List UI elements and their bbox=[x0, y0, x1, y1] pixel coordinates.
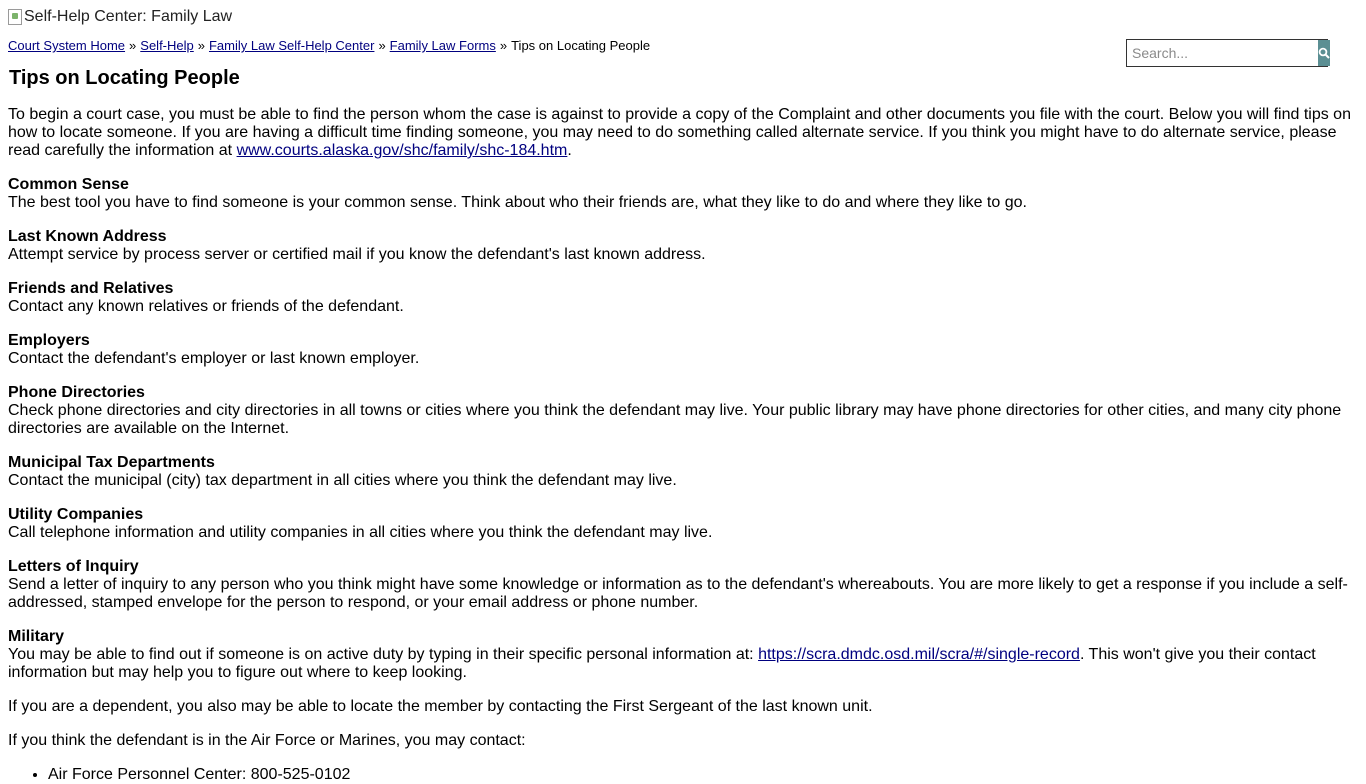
military-dependent-paragraph: If you are a dependent, you also may be able to locate the member by contacting the First Sergeant of the last known unit. bbox=[8, 698, 873, 715]
alternate-service-link[interactable]: www.courts.alaska.gov/shc/family/shc-184.htm bbox=[236, 142, 568, 159]
breadcrumb-separator: » bbox=[129, 38, 137, 53]
search-icon bbox=[1318, 47, 1330, 59]
breadcrumb-separator: » bbox=[378, 38, 386, 53]
military-contact-list bbox=[8, 766, 1356, 784]
section-body: Contact the municipal (city) tax department in all cities where you think the defendant may live. bbox=[8, 472, 677, 489]
logo-alt-text: Self-Help Center: Family Law bbox=[24, 8, 233, 25]
section-title: Letters of Inquiry bbox=[8, 558, 139, 575]
breadcrumb-self-help[interactable]: Self-Help bbox=[140, 38, 194, 53]
section-body: The best tool you have to find someone is your common sense. Think about who their friends are, what they like to do and where they like to go. bbox=[8, 194, 1027, 211]
intro-end: . bbox=[567, 142, 572, 159]
section-title: Municipal Tax Departments bbox=[8, 454, 215, 471]
section-title: Friends and Relatives bbox=[8, 280, 174, 297]
section-title: Employers bbox=[8, 332, 90, 349]
section-title: Last Known Address bbox=[8, 228, 167, 245]
section-phone-directories bbox=[8, 384, 1356, 438]
section-title: Phone Directories bbox=[8, 384, 145, 401]
search-input[interactable] bbox=[1127, 40, 1318, 66]
site-logo[interactable] bbox=[8, 7, 232, 27]
section-last-known-address bbox=[8, 228, 1356, 264]
list-item: • Air Force Personnel Center: 800-525-0102 bbox=[48, 766, 1356, 784]
military-body-before: You may be able to find out if someone is on active duty by typing in their specific personal information at: bbox=[8, 646, 759, 663]
section-utility-companies bbox=[8, 506, 1356, 542]
search-button[interactable] bbox=[1318, 40, 1330, 66]
section-common-sense bbox=[8, 176, 1356, 212]
breadcrumb-family-law-forms[interactable]: Family Law Forms bbox=[389, 38, 496, 53]
main-content bbox=[8, 64, 1356, 784]
section-body: Send a letter of inquiry to any person who you think might have some knowledge or information as to the defendant's whereabouts. You are more likely to get a response if you include a self-addressed, stamped envelope for the person to respond, or your email address or phone number. bbox=[8, 576, 1348, 611]
broken-image-icon bbox=[8, 9, 22, 25]
breadcrumb-separator: » bbox=[499, 38, 508, 53]
breadcrumb-separator: » bbox=[197, 38, 205, 53]
section-letters-of-inquiry bbox=[8, 558, 1356, 612]
section-title: Common Sense bbox=[8, 176, 129, 193]
scra-link[interactable]: https://scra.dmdc.osd.mil/scra/#/single-record bbox=[758, 646, 1080, 663]
section-military bbox=[8, 628, 1356, 682]
section-friends-relatives bbox=[8, 280, 1356, 316]
section-body: Contact the defendant's employer or last known employer. bbox=[8, 350, 420, 367]
section-body: Attempt service by process server or certified mail if you know the defendant's last known address. bbox=[8, 246, 706, 263]
section-body: Check phone directories and city directories in all towns or cities where you think the defendant may live. Your public library may have phone directories for other cities, and many city phone directories are available on the Internet. bbox=[8, 402, 1342, 437]
section-body: Contact any known relatives or friends of the defendant. bbox=[8, 298, 404, 315]
section-title: Military bbox=[8, 628, 65, 645]
search-box bbox=[1126, 39, 1328, 67]
intro-paragraph bbox=[8, 106, 1356, 160]
military-body-after: . This won't give you their contact information but may help you to figure out where to keep looking. bbox=[8, 646, 1316, 681]
breadcrumb-current: Tips on Locating People bbox=[511, 38, 651, 53]
section-employers bbox=[8, 332, 1356, 368]
military-air-force-paragraph: If you think the defendant is in the Air Force or Marines, you may contact: bbox=[8, 732, 526, 749]
breadcrumb bbox=[8, 38, 650, 53]
section-body: Call telephone information and utility companies in all cities where you think the defendant may live. bbox=[8, 524, 713, 541]
page-title: Tips on Locating People bbox=[9, 67, 240, 89]
section-title: Utility Companies bbox=[8, 506, 144, 523]
breadcrumb-family-law-self-help-center[interactable]: Family Law Self-Help Center bbox=[208, 38, 375, 53]
section-municipal-tax bbox=[8, 454, 1356, 490]
breadcrumb-court-system-home[interactable]: Court System Home bbox=[8, 38, 126, 53]
intro-text: To begin a court case, you must be able to find the person whom the case is against to provide a copy of the Complaint and other documents you file with the court. Below you will find tips on how to locate someone. If you are having a difficult time finding someone, you may need to do something called alternate service. If you think you might have to do alternate service, please read carefully the information at bbox=[8, 106, 1351, 159]
